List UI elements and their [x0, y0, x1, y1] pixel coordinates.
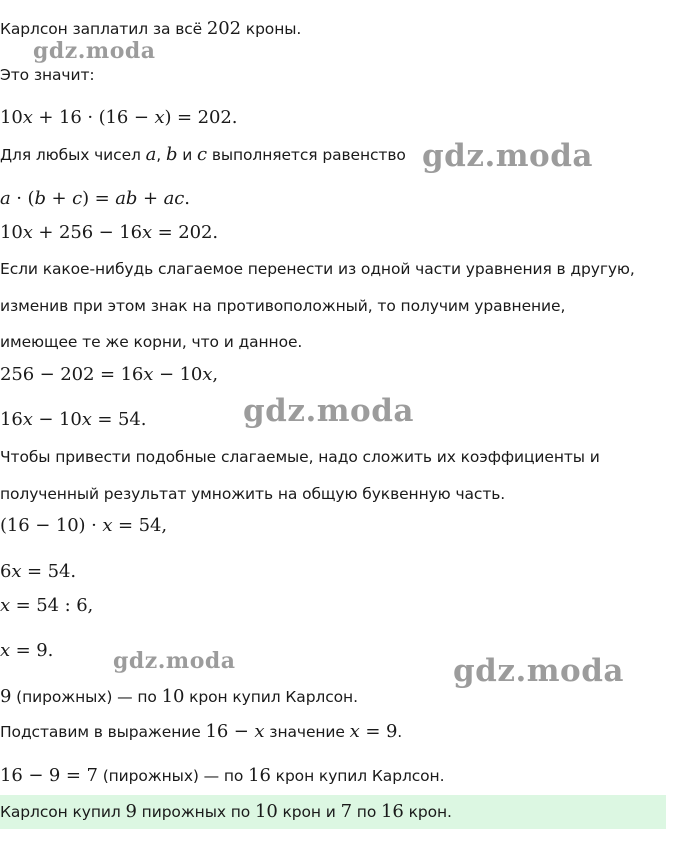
text: значение [264, 723, 350, 741]
text: Подставим в выражение [0, 723, 206, 741]
text: кроны. [240, 20, 302, 38]
math-number: 202 [206, 18, 241, 39]
text: крон. [403, 803, 452, 821]
text-line-substitute [0, 721, 402, 743]
answer-box [0, 795, 666, 829]
math-number: 9 [125, 801, 137, 822]
rule-text-3: имеющее те же корни, что и данное. [0, 333, 303, 351]
equation-1: 10x + 16 · (16 − x) = 202. [0, 107, 238, 128]
equation-7: 6x = 54. [0, 561, 76, 582]
text: (пирожных) — по [97, 767, 249, 785]
text: крон купил Карлсон. [184, 688, 358, 706]
text: и [177, 146, 198, 164]
watermark-logo: gdz.moda [453, 653, 624, 689]
math-expr: x = 9 [349, 721, 398, 742]
watermark-logo: gdz.moda [422, 138, 593, 174]
math-expr: 16 − x [205, 721, 265, 742]
like-terms-text-2: полученный результат умножить на общую буквенную часть. [0, 485, 506, 503]
math-expr: 16 − 9 = 7 [0, 765, 98, 786]
rule-text-2: изменив при этом знак на противоположный, то получим уравнение, [0, 297, 566, 315]
like-terms-text-1: Чтобы привести подобные слагаемые, надо сложить их коэффициенты и [0, 448, 600, 466]
watermark-logo: gdz.moda [33, 38, 156, 64]
watermark-logo: gdz.moda [243, 393, 414, 429]
equation-3: 10x + 256 − 16x = 202. [0, 222, 218, 243]
equation-9: x = 9. [0, 640, 54, 661]
watermark-logo: gdz.moda [113, 648, 236, 674]
text: выполняется равенство [207, 146, 406, 164]
answer-text [0, 801, 452, 823]
math-number: 10 [161, 686, 185, 707]
text: Это значит: [0, 66, 95, 84]
text: Карлсон купил [0, 803, 126, 821]
rule-text-1: Если какое-нибудь слагаемое перенести из одной части уравнения в другую, [0, 260, 635, 278]
text: , [156, 146, 166, 164]
text: Карлсон заплатил за всё [0, 20, 207, 38]
text: пирожных по [136, 803, 255, 821]
equation-6: (16 − 10) · x = 54, [0, 515, 167, 536]
text-line-means [0, 64, 95, 86]
math-number: 16 [381, 801, 404, 822]
math-number: 10 [255, 801, 278, 822]
text: крон и [277, 803, 341, 821]
math-number: 7 [340, 801, 352, 822]
equation-8: x = 54 : 6, [0, 595, 94, 616]
equation-4: 256 − 202 = 16x − 10x, [0, 364, 218, 385]
text: . [397, 723, 403, 741]
text-line-distributive: Для любых чисел a, b и c выполняется равенство [0, 144, 406, 165]
equation-2: a · (b + c) = ab + ac. [0, 188, 190, 209]
text-line-expensive [0, 765, 444, 787]
text: крон купил Карлсон. [270, 767, 445, 785]
text: Для любых чисел [0, 146, 146, 164]
math-number: 16 [248, 765, 271, 786]
equation-5: 16x − 10x = 54. [0, 409, 147, 430]
text: по [351, 803, 382, 821]
text: (пирожных) — по [11, 688, 162, 706]
math-number: 9 [0, 686, 12, 707]
text-line-cheap [0, 686, 358, 708]
text-line-total [0, 18, 301, 40]
